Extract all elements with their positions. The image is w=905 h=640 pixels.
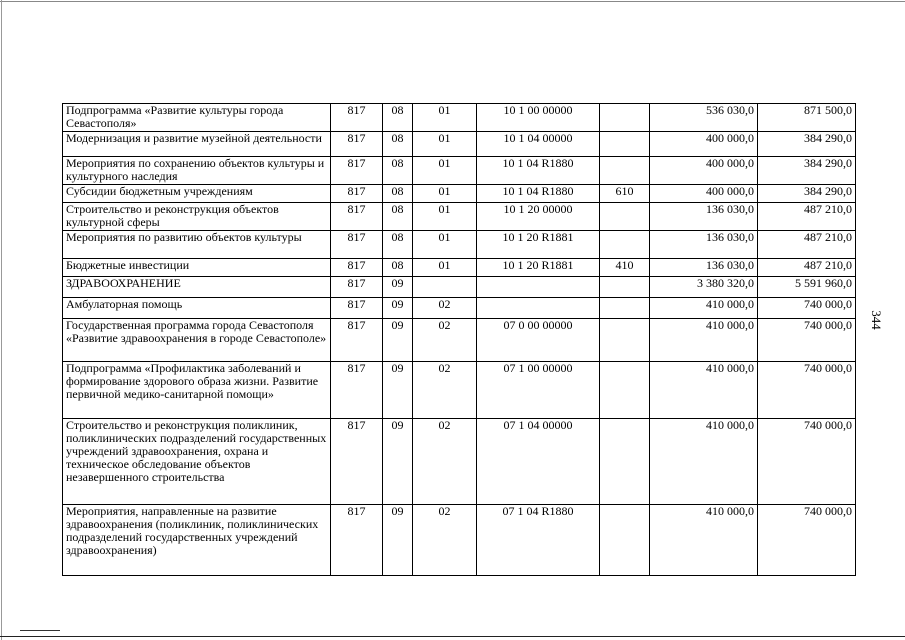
cell-sum-1: 136 030,0 (650, 259, 758, 277)
cell-rz: 09 (383, 362, 413, 419)
cell-csr: 10 1 20 R1881 (477, 259, 600, 277)
cell-sum-1: 536 030,0 (650, 104, 758, 132)
cell-csr: 07 1 04 00000 (477, 419, 600, 505)
cell-name: Мероприятия, направленные на развитие здравоохранения (поликлиник, поликлинических подразделений государственных учреждений здравоохранения) (63, 505, 331, 576)
cell-sum-2: 384 290,0 (758, 157, 856, 185)
cell-rz: 08 (383, 203, 413, 231)
table-row (63, 505, 856, 576)
cell-sum-2: 384 290,0 (758, 185, 856, 203)
cell-rz: 09 (383, 298, 413, 319)
cell-vr (600, 298, 650, 319)
cell-pr (413, 277, 477, 298)
cell-sum-1: 410 000,0 (650, 505, 758, 576)
cell-csr (477, 298, 600, 319)
table-row (63, 319, 856, 362)
cell-pr: 01 (413, 259, 477, 277)
cell-ved: 817 (331, 231, 383, 259)
cell-vr (600, 419, 650, 505)
cell-sum-1: 410 000,0 (650, 362, 758, 419)
budget-table (62, 103, 856, 576)
cell-sum-1: 136 030,0 (650, 231, 758, 259)
cell-ved: 817 (331, 419, 383, 505)
cell-name: Подпрограмма «Профилактика заболеваний и формирование здорового образа жизни. Развитие первичной медико-санитарной помощи» (63, 362, 331, 419)
cell-pr: 01 (413, 203, 477, 231)
cell-ved: 817 (331, 157, 383, 185)
cell-name: Строительство и реконструкция объектов культурной сферы (63, 203, 331, 231)
scan-edge-top (0, 1, 905, 2)
cell-ved: 817 (331, 132, 383, 157)
cell-ved: 817 (331, 277, 383, 298)
cell-name: Мероприятия по сохранению объектов культуры и культурного наследия (63, 157, 331, 185)
cell-sum-2: 5 591 960,0 (758, 277, 856, 298)
cell-rz: 09 (383, 319, 413, 362)
cell-csr: 10 1 04 R1880 (477, 157, 600, 185)
cell-sum-2: 740 000,0 (758, 319, 856, 362)
cell-pr: 01 (413, 231, 477, 259)
cell-pr: 02 (413, 505, 477, 576)
cell-csr: 10 1 20 00000 (477, 203, 600, 231)
cell-ved: 817 (331, 319, 383, 362)
scan-edge-bottom (0, 636, 905, 637)
cell-csr: 07 1 00 00000 (477, 362, 600, 419)
cell-csr: 10 1 20 R1881 (477, 231, 600, 259)
table-row (63, 157, 856, 185)
cell-pr: 01 (413, 104, 477, 132)
cell-rz: 08 (383, 157, 413, 185)
cell-ved: 817 (331, 259, 383, 277)
cell-vr (600, 505, 650, 576)
cell-vr: 410 (600, 259, 650, 277)
cell-name: Мероприятия по развитию объектов культуры (63, 231, 331, 259)
table-row (63, 419, 856, 505)
table-row (63, 231, 856, 259)
cell-sum-2: 740 000,0 (758, 419, 856, 505)
cell-csr: 07 1 04 R1880 (477, 505, 600, 576)
cell-csr: 10 1 04 R1880 (477, 185, 600, 203)
table-row (63, 362, 856, 419)
cell-csr: 10 1 04 00000 (477, 132, 600, 157)
cell-csr: 10 1 00 00000 (477, 104, 600, 132)
cell-pr: 02 (413, 319, 477, 362)
cell-name: Бюджетные инвестиции (63, 259, 331, 277)
page-number: 344 (869, 310, 884, 330)
table-row (63, 259, 856, 277)
cell-pr: 02 (413, 298, 477, 319)
cell-sum-2: 487 210,0 (758, 203, 856, 231)
cell-name: Модернизация и развитие музейной деятельности (63, 132, 331, 157)
cell-sum-1: 136 030,0 (650, 203, 758, 231)
scan-edge-mark (20, 630, 60, 631)
cell-sum-1: 410 000,0 (650, 319, 758, 362)
cell-sum-2: 740 000,0 (758, 298, 856, 319)
cell-sum-1: 410 000,0 (650, 298, 758, 319)
cell-ved: 817 (331, 298, 383, 319)
cell-sum-2: 871 500,0 (758, 104, 856, 132)
cell-rz: 08 (383, 132, 413, 157)
cell-vr (600, 104, 650, 132)
table-row (63, 203, 856, 231)
table-row (63, 277, 856, 298)
cell-pr: 02 (413, 362, 477, 419)
cell-sum-2: 487 210,0 (758, 259, 856, 277)
cell-name: Строительство и реконструкция поликлиник, поликлинических подразделений государственных учреждений здравоохранения, охрана и техническое обследование объектов незавершенного строительства (63, 419, 331, 505)
table-row (63, 185, 856, 203)
cell-rz: 08 (383, 231, 413, 259)
cell-vr (600, 319, 650, 362)
cell-sum-1: 410 000,0 (650, 419, 758, 505)
cell-vr (600, 277, 650, 298)
cell-sum-2: 740 000,0 (758, 505, 856, 576)
cell-ved: 817 (331, 505, 383, 576)
table-row (63, 298, 856, 319)
cell-vr: 610 (600, 185, 650, 203)
table-row (63, 104, 856, 132)
cell-csr (477, 277, 600, 298)
cell-rz: 09 (383, 277, 413, 298)
cell-name: Субсидии бюджетным учреждениям (63, 185, 331, 203)
cell-rz: 09 (383, 419, 413, 505)
cell-pr: 02 (413, 419, 477, 505)
cell-vr (600, 157, 650, 185)
cell-sum-1: 400 000,0 (650, 157, 758, 185)
cell-sum-2: 487 210,0 (758, 231, 856, 259)
cell-name: Амбулаторная помощь (63, 298, 331, 319)
cell-csr: 07 0 00 00000 (477, 319, 600, 362)
cell-rz: 09 (383, 505, 413, 576)
cell-sum-2: 740 000,0 (758, 362, 856, 419)
cell-vr (600, 231, 650, 259)
cell-name: ЗДРАВООХРАНЕНИЕ (63, 277, 331, 298)
scan-edge-left (1, 0, 2, 640)
table-row (63, 132, 856, 157)
cell-ved: 817 (331, 203, 383, 231)
cell-sum-1: 400 000,0 (650, 132, 758, 157)
cell-name: Государственная программа города Севастополя «Развитие здравоохранения в городе Севастополе» (63, 319, 331, 362)
cell-vr (600, 362, 650, 419)
cell-pr: 01 (413, 185, 477, 203)
cell-sum-2: 384 290,0 (758, 132, 856, 157)
cell-pr: 01 (413, 132, 477, 157)
cell-rz: 08 (383, 185, 413, 203)
cell-vr (600, 203, 650, 231)
cell-sum-1: 3 380 320,0 (650, 277, 758, 298)
cell-rz: 08 (383, 259, 413, 277)
cell-ved: 817 (331, 362, 383, 419)
budget-table-body (63, 104, 856, 576)
cell-vr (600, 132, 650, 157)
cell-sum-1: 400 000,0 (650, 185, 758, 203)
cell-ved: 817 (331, 104, 383, 132)
cell-ved: 817 (331, 185, 383, 203)
cell-name: Подпрограмма «Развитие культуры города Севастополя» (63, 104, 331, 132)
cell-pr: 01 (413, 157, 477, 185)
cell-rz: 08 (383, 104, 413, 132)
